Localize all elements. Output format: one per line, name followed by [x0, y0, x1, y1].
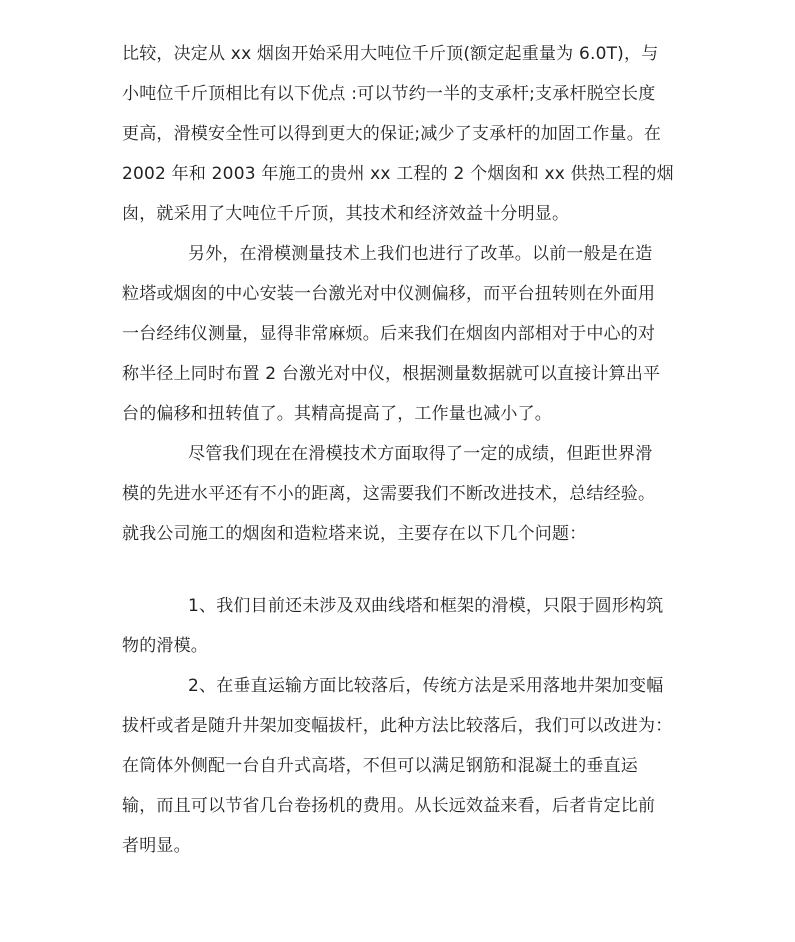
- text-line: 2002 年和 2003 年施工的贵州 xx 工程的 2 个烟囱和 xx 供热工程的烟: [122, 164, 674, 184]
- text-line: 另外，在滑模测量技术上我们也进行了改革。以前一般是在造: [188, 244, 653, 264]
- paragraph-problems-intro: [122, 434, 692, 554]
- paragraph-spacer: [122, 554, 692, 586]
- text-line: 囱，就采用了大吨位千斤顶，其技术和经济效益十分明显。: [122, 204, 570, 224]
- text-line: 1、我们目前还未涉及双曲线塔和框架的滑模，只限于圆形构筑: [188, 596, 664, 616]
- text-line: 输，而且可以节省几台卷扬机的费用。从长远效益来看，后者肯定比前: [122, 796, 656, 816]
- text-line: 物的滑模。: [122, 636, 208, 656]
- text-line: 粒塔或烟囱的中心安装一台激光对中仪测偏移，而平台扭转则在外面用: [122, 284, 656, 304]
- text-line: 2、在垂直运输方面比较落后，传统方法是采用落地井架加变幅: [188, 676, 664, 696]
- text-line: 更高，滑模安全性可以得到更大的保证;减少了支承杆的加固工作量。在: [122, 124, 662, 144]
- text-line: 在筒体外侧配一台自升式高塔，不但可以满足钢筋和混凝土的垂直运: [122, 756, 638, 776]
- text-line: 比较，决定从 xx 烟囱开始采用大吨位千斤顶(额定起重量为 6.0T)，与: [122, 44, 659, 64]
- paragraph-tank-jack: [122, 34, 692, 234]
- text-line: 称半径上同时布置 2 台激光对中仪，根据测量数据就可以直接计算出平: [122, 364, 661, 384]
- text-line: 就我公司施工的烟囱和造粒塔来说，主要存在以下几个问题：: [122, 524, 587, 544]
- text-line: 台的偏移和扭转值了。其精高提高了，工作量也减小了。: [122, 404, 552, 424]
- paragraph-measurement: [122, 234, 692, 434]
- list-item-2: [122, 666, 692, 866]
- text-line: 拔杆或者是随升井架加变幅拔杆，此种方法比较落后，我们可以改进为：: [122, 716, 673, 736]
- list-item-1: [122, 586, 692, 666]
- text-line: 模的先进水平还有不小的距离，这需要我们不断改进技术，总结经验。: [122, 484, 656, 504]
- text-line: 一台经纬仪测量，显得非常麻烦。后来我们在烟囱内部相对于中心的对: [122, 324, 656, 344]
- text-line: 小吨位千斤顶相比有以下优点 :可以节约一半的支承杆;支承杆脱空长度: [122, 84, 656, 104]
- document-body: [122, 34, 692, 866]
- text-line: 者明显。: [122, 836, 191, 856]
- text-line: 尽管我们现在在滑模技术方面取得了一定的成绩，但距世界滑: [188, 444, 653, 464]
